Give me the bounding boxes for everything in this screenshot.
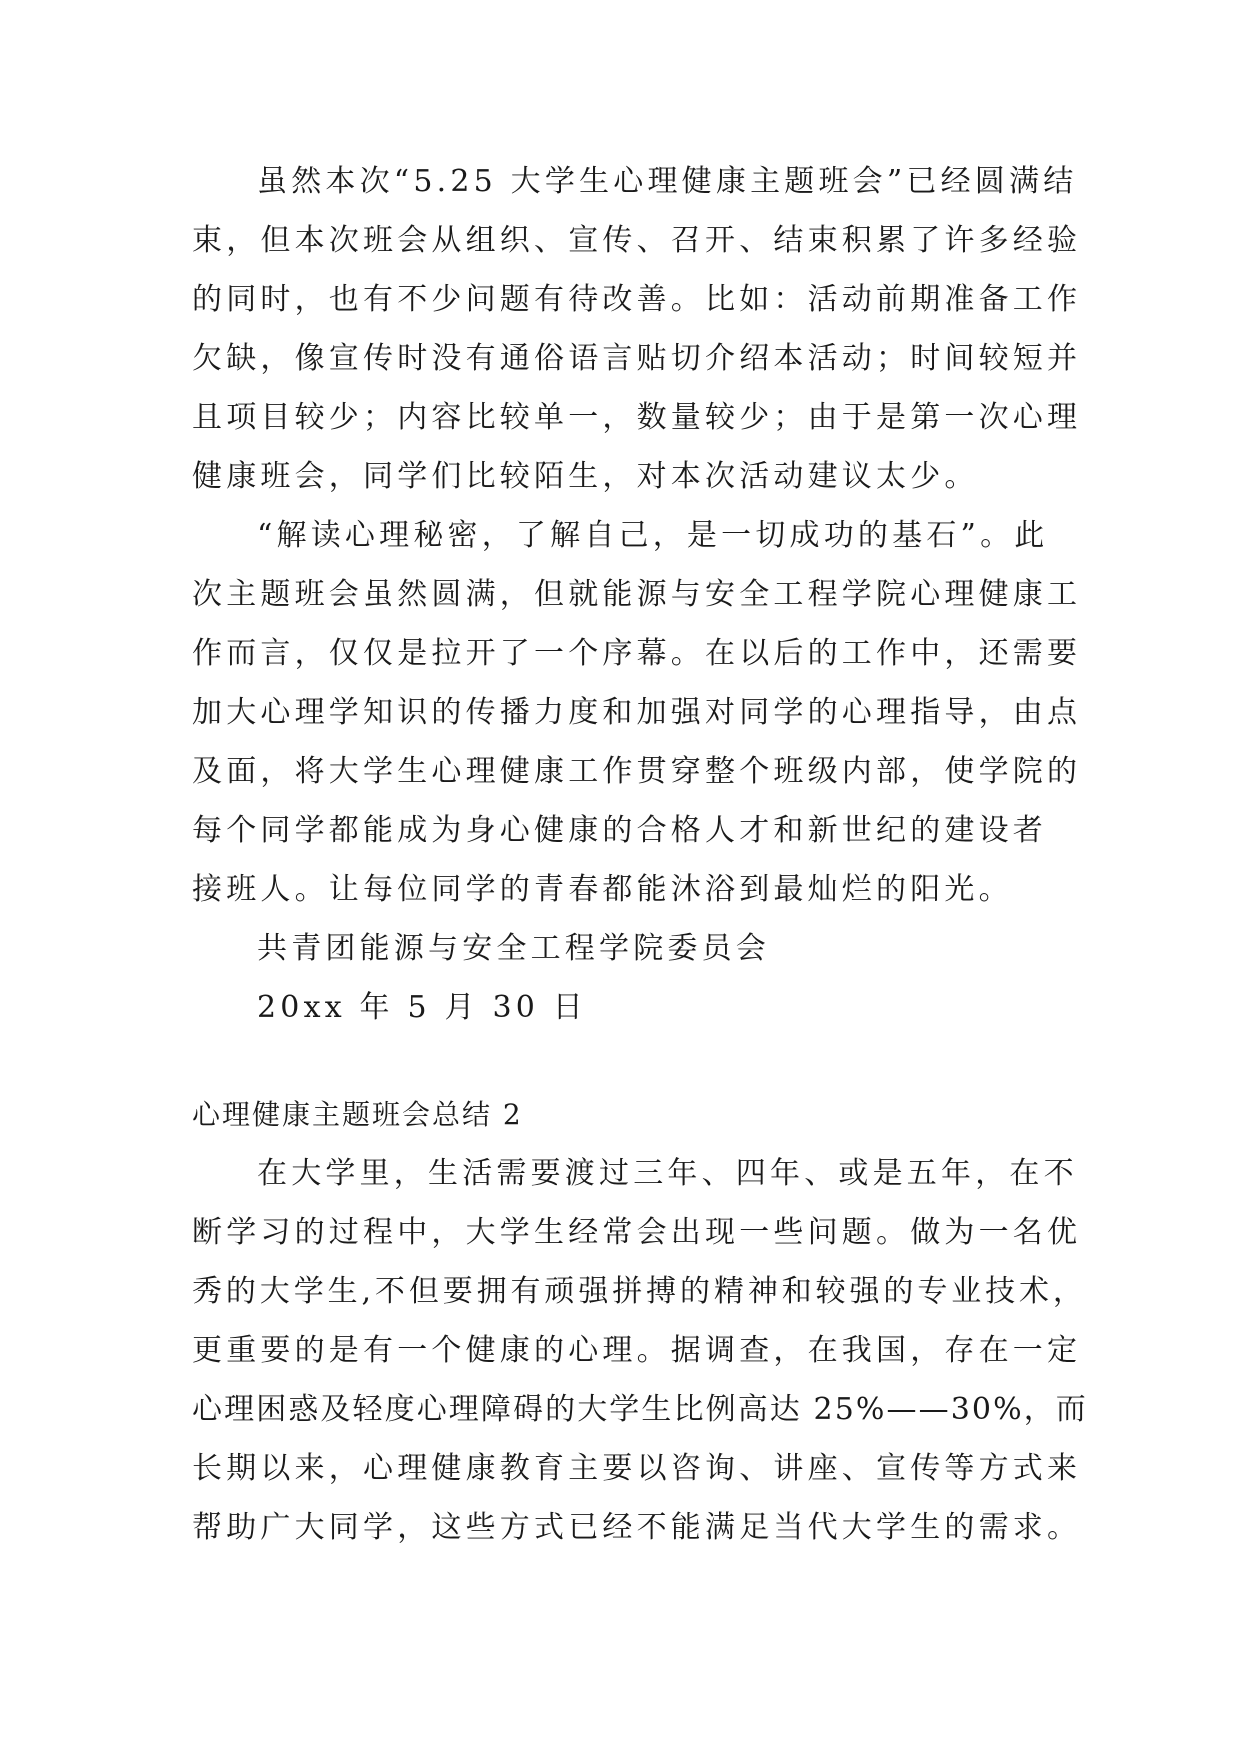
paragraph-line: 且项目较少；内容比较单一，数量较少；由于是第一次心理 bbox=[192, 400, 1082, 435]
section-heading: 心理健康主题班会总结 2 bbox=[192, 1098, 523, 1131]
paragraph-line: 虽然本次“5.25 大学生心理健康主题班会”已经圆满结 bbox=[257, 164, 1078, 199]
paragraph-line: 每个同学都能成为身心健康的合格人才和新世纪的建设者 bbox=[192, 813, 1047, 848]
paragraph-line: 心理困惑及轻度心理障碍的大学生比例高达 25%——30%，而 bbox=[192, 1392, 1088, 1427]
paragraph-line: 加大心理学知识的传播力度和加强对同学的心理指导，由点 bbox=[192, 695, 1082, 730]
paragraph-line: 断学习的过程中，大学生经常会出现一些问题。做为一名优 bbox=[192, 1215, 1082, 1250]
paragraph-line: 帮助广大同学，这些方式已经不能满足当代大学生的需求。 bbox=[192, 1510, 1082, 1545]
paragraph-line: 接班人。让每位同学的青春都能沐浴到最灿烂的阳光。 bbox=[192, 872, 1013, 907]
paragraph-line: 更重要的是有一个健康的心理。据调查，在我国，存在一定 bbox=[192, 1333, 1082, 1368]
paragraph-line: 束，但本次班会从组织、宣传、召开、结束积累了许多经验 bbox=[192, 223, 1082, 258]
paragraph-line: 作而言，仅仅是拉开了一个序幕。在以后的工作中，还需要 bbox=[192, 636, 1082, 671]
paragraph-line: 在大学里，生活需要渡过三年、四年、或是五年，在不 bbox=[257, 1156, 1078, 1191]
paragraph-line: 秀的大学生,不但要拥有顽强拼搏的精神和较强的专业技术， bbox=[192, 1274, 1087, 1309]
paragraph-line: 次主题班会虽然圆满，但就能源与安全工程学院心理健康工 bbox=[192, 577, 1082, 612]
date: 20xx 年 5 月 30 日 bbox=[257, 990, 587, 1025]
signature: 共青团能源与安全工程学院委员会 bbox=[257, 931, 770, 966]
paragraph-line: 欠缺，像宣传时没有通俗语言贴切介绍本活动；时间较短并 bbox=[192, 341, 1082, 376]
paragraph-line: 的同时，也有不少问题有待改善。比如：活动前期准备工作 bbox=[192, 282, 1082, 317]
paragraph-line: 健康班会，同学们比较陌生，对本次活动建议太少。 bbox=[192, 459, 979, 494]
paragraph-line: 长期以来，心理健康教育主要以咨询、讲座、宣传等方式来 bbox=[192, 1451, 1082, 1486]
paragraph-line: “解读心理秘密，了解自己，是一切成功的基石”。此 bbox=[257, 518, 1049, 553]
paragraph-line: 及面，将大学生心理健康工作贯穿整个班级内部，使学院的 bbox=[192, 754, 1082, 789]
